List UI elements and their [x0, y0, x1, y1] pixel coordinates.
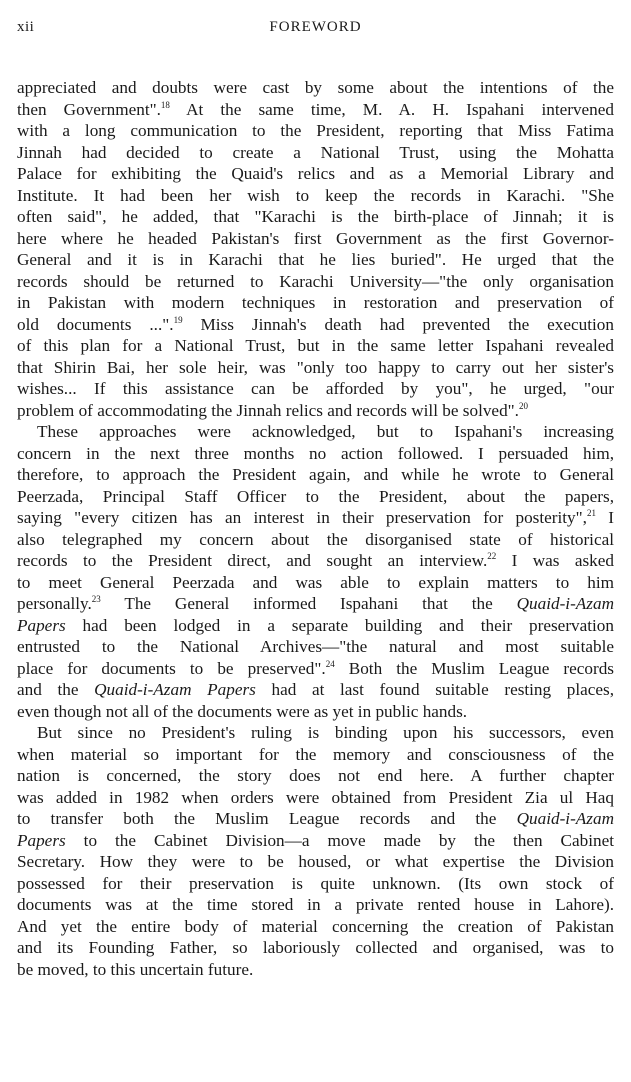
text-run: I was asked: [496, 551, 614, 570]
text-run: old documents ...".: [17, 314, 174, 334]
text-line: [17, 486, 614, 508]
text-run: often said", he added, that "Karachi is the birth-place of Jinnah; it is: [17, 207, 614, 226]
text-line: [17, 529, 614, 551]
text-run: be moved, to this uncertain future.: [17, 959, 254, 979]
text-run: to meet General Peerzada and was able to explain matters to him: [17, 572, 614, 592]
text-run: was added in 1982 when orders were obtained from President Zia ul Haq: [17, 787, 614, 807]
text-run: But since no President's ruling is binding upon his successors, even: [37, 723, 614, 742]
italic-title: Papers: [17, 830, 66, 850]
footnote-ref: 22: [487, 551, 497, 561]
text-line: [17, 916, 614, 938]
text-line: [17, 744, 614, 766]
footnote-ref: 19: [173, 314, 183, 325]
italic-title: Quaid-i-Azam: [516, 809, 614, 828]
text-run: These approaches were acknowledged, but to Ispahani's increasing: [37, 422, 614, 441]
text-run: that Shirin Bai, her sole heir, was "only too happy to carry out her sister's: [17, 357, 614, 377]
text-run: Palace for exhibiting the Quaid's relics and as a Memorial Library and: [17, 164, 614, 183]
footnote-ref: 24: [325, 658, 335, 669]
text-line: [17, 163, 614, 185]
page-header: [17, 15, 614, 41]
text-line: [17, 701, 614, 723]
text-run: saying "every citizen has an interest in their preservation for posterity",: [17, 508, 587, 527]
text-run: even though not all of the documents were as yet in public hands.: [17, 701, 468, 721]
text-run: nation is concerned, the story does not end here. A further chapter: [17, 766, 614, 785]
text-line: [17, 722, 614, 744]
text-line: [17, 658, 614, 680]
text-run: General and it is in Karachi that he lies buried". He urged that the: [17, 250, 614, 269]
text-line: [17, 787, 614, 809]
text-line: [17, 99, 614, 121]
text-line: [17, 77, 614, 99]
text-run: I: [595, 508, 614, 527]
text-run: had at last found suitable resting places,: [255, 680, 614, 699]
text-line: [17, 400, 614, 422]
text-run: appreciated and doubts were cast by some about the intentions of the: [17, 78, 614, 97]
text-line: [17, 937, 614, 959]
text-run: Peerzada, Principal Staff Officer to the President, about the papers,: [17, 486, 614, 506]
text-run: and the: [17, 680, 95, 699]
footnote-ref: 23: [91, 594, 101, 604]
text-line: [17, 808, 614, 830]
text-run: possessed for their preservation is quite unknown. (Its own stock of: [17, 873, 614, 893]
text-line: [17, 378, 614, 400]
text-run: also telegraphed my concern about the disorganised state of historical: [17, 529, 614, 549]
text-run: entrusted to the National Archives—"the natural and most suitable: [17, 637, 614, 656]
text-run: had been lodged in a separate building and their preservation: [65, 615, 614, 635]
text-line: [17, 765, 614, 787]
running-head: FOREWORD: [269, 19, 362, 35]
text-run: Institute. It had been her wish to keep the records in Karachi. "She: [17, 185, 614, 205]
text-line: [17, 636, 614, 658]
text-line: [17, 443, 614, 465]
italic-title: Papers: [17, 615, 66, 635]
text-run: records to the President direct, and sought an interview.: [17, 551, 488, 570]
italic-title: Quaid-i-Azam: [516, 594, 614, 613]
text-line: [17, 572, 614, 594]
text-line: [17, 357, 614, 379]
body-text: [17, 77, 614, 980]
text-run: place for documents to be preserved".: [17, 658, 326, 678]
text-run: then Government".: [17, 99, 161, 119]
text-run: Jinnah had decided to create a National Trust, using the Mohatta: [17, 142, 614, 162]
footnote-ref: 18: [160, 99, 170, 110]
text-run: wishes... If this assistance can be afforded by you", he urged, "our: [17, 379, 614, 398]
text-line: [17, 228, 614, 250]
book-page: [17, 0, 614, 1082]
text-line: [17, 185, 614, 207]
text-run: Secretary. How they were to be housed, or what expertise the Division: [17, 852, 614, 871]
text-line: [17, 271, 614, 293]
text-run: therefore, to approach the President again, and while he wrote to General: [17, 465, 614, 484]
text-line: [17, 679, 614, 701]
text-run: here where he headed Pakistan's first Government as the first Governor-: [17, 228, 614, 248]
text-line: [17, 615, 614, 637]
text-line: [17, 292, 614, 314]
text-line: [17, 851, 614, 873]
text-run: in Pakistan with modern techniques in restoration and preservation of: [17, 293, 614, 312]
text-run: and its Founding Father, so laboriously collected and organised, was to: [17, 938, 614, 957]
text-line: [17, 249, 614, 271]
text-run: of this plan for a National Trust, but in the same letter Ispahani revealed: [17, 336, 614, 355]
text-line: [17, 142, 614, 164]
text-run: And yet the entire body of material concerning the creation of Pakistan: [17, 916, 614, 936]
text-line: [17, 959, 614, 981]
text-line: [17, 873, 614, 895]
text-run: records should be returned to Karachi University—"the only organisation: [17, 271, 614, 291]
text-line: [17, 335, 614, 357]
italic-title: Quaid-i-Azam Papers: [94, 680, 256, 699]
text-line: [17, 507, 614, 529]
text-run: Miss Jinnah's death had prevented the execution: [182, 314, 614, 334]
text-run: The General informed Ispahani that the: [100, 594, 517, 613]
footnote-ref: 20: [518, 400, 528, 411]
text-line: [17, 421, 614, 443]
text-run: personally.: [17, 594, 92, 613]
text-run: At the same time, M. A. H. Ispahani intervened: [169, 99, 614, 119]
text-run: with a long communication to the President, reporting that Miss Fatima: [17, 121, 614, 140]
text-line: [17, 894, 614, 916]
text-run: to transfer both the Muslim League records and the: [17, 809, 517, 828]
text-line: [17, 593, 614, 615]
text-line: [17, 830, 614, 852]
text-run: problem of accommodating the Jinnah relics and records will be solved".: [17, 400, 519, 420]
text-run: documents was at the time stored in a private rented house in Lahore).: [17, 895, 614, 914]
text-run: to the Cabinet Division—a move made by the then Cabinet: [65, 830, 614, 850]
text-run: when material so important for the memory and consciousness of the: [17, 744, 614, 764]
text-run: concern in the next three months no action followed. I persuaded him,: [17, 443, 614, 463]
text-line: [17, 206, 614, 228]
text-line: [17, 464, 614, 486]
text-run: Both the Muslim League records: [334, 658, 614, 678]
footnote-ref: 21: [586, 508, 596, 518]
page-number: xii: [17, 19, 35, 35]
text-line: [17, 550, 614, 572]
text-line: [17, 120, 614, 142]
text-line: [17, 314, 614, 336]
